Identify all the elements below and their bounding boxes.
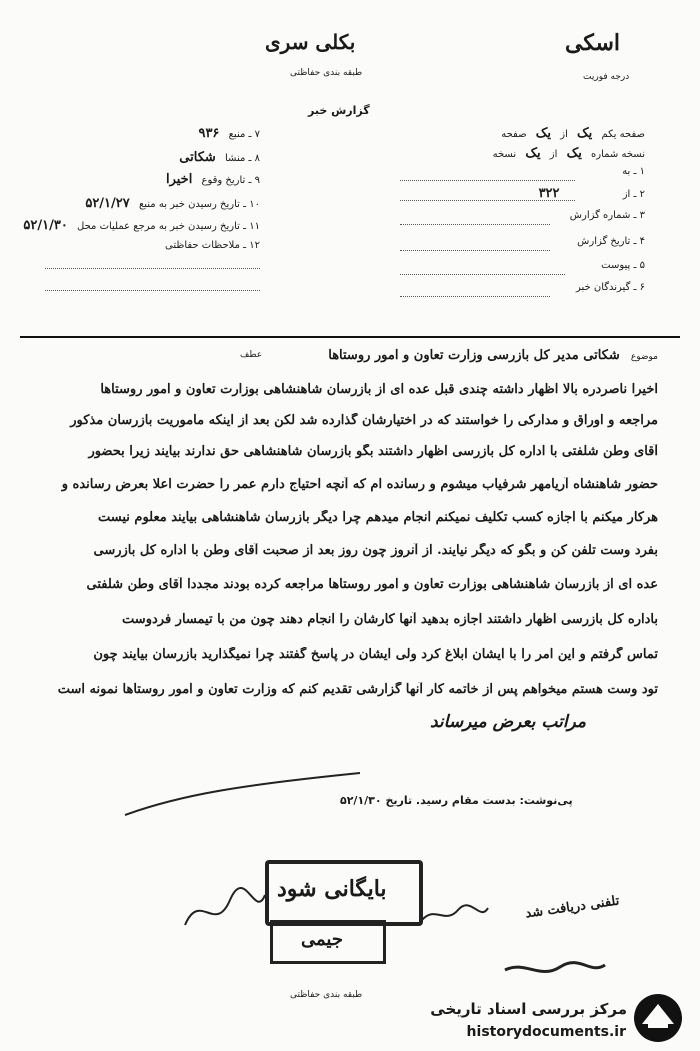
body-line: اخیرا ناصردره بالا اظهار داشته چندی قبل عده ای از بازرسان شاهنشاهی بوزارت تعاون و امور روستاها — [100, 382, 658, 397]
field-recipients: ۶ ـ گیرندگان خبر — [575, 282, 645, 293]
field-source: ۷ ـ منبع ۹۳۶ — [198, 126, 260, 141]
body-line: تود وست هستم میخواهم پس از خاتمه کار آنها گزارشی تقدیم کنم که وزارت تعاون و امور روستاها نمونه است — [57, 682, 658, 697]
priority-value: اسکی — [565, 30, 621, 56]
form-divider — [20, 336, 680, 338]
field-copy: نسخه شماره یک از یک نسخه — [492, 146, 645, 161]
field-receipt-date-ops: ۱۱ ـ تاریخ رسیدن خبر به مرجع عملیات محل ۵۲/۱/۳۰ — [23, 218, 260, 233]
right-signature: تلفنی دریافت شد — [524, 893, 621, 922]
body-line: عده ای از بازرسان شاهنشاهی بوزارت تعاون و امور روستاها مراجعه کرده بودند مجددا آقای وطن شلفتی — [86, 577, 658, 592]
field-receipt-date-source: ۱۰ ـ تاریخ رسیدن خبر به منبع ۵۲/۱/۲۷ — [85, 196, 260, 211]
date-scribble — [420, 900, 490, 930]
pen-stroke — [120, 765, 380, 825]
body-line: تماس گرفتم و این امر را با ایشان ابلاغ کرد ولی ایشان در پاسخ گفتند چرا نمیگذارید بازرسان بیایند چون — [93, 647, 658, 662]
body-line: باداره کل بازرسی اظهار داشتند اجازه بدهید آنها کارشان را انجام دهند چون من با تیمسار فردوست — [122, 612, 658, 627]
watermark-url: historydocuments.ir — [466, 1024, 626, 1040]
archive-stamp: بایگانی شود — [265, 860, 423, 926]
name-stamp: جیمی — [270, 920, 386, 964]
footer-note: پی‌نوشت: بدست مقام رسید. تاریخ ۵۲/۱/۳۰ — [340, 794, 573, 807]
body-line: مراجعه و اوراق و مدارکی را خواستند که در اختیارشان گذارده شد لکن بعد از اینکه ماموریت بازرسان مذکور — [70, 413, 658, 428]
field-to: ۱ ـ به — [622, 166, 645, 177]
priority-label: درجه فوریت — [583, 72, 630, 82]
form-title: گزارش خبر — [308, 104, 370, 117]
body-line: حضور شاهنشاه آریامهر شرفیاب میشوم و رسانده ام که آنچه احتیاج دارم عمر را حضرت اعلا بعرض رسانده و — [61, 477, 658, 492]
body-line: هرکار میکنم با اجازه کسب تکلیف نمیکنم انجام میدهم چرا دیگر بازرسان شاهنشاهی بیایند معلوم نیست — [97, 510, 658, 525]
subject-line: موضوع شکاتی مدیر کل بازرسی وزارت تعاون و امور روستاها — [328, 348, 658, 363]
field-attachment: ۵ ـ پیوست — [601, 260, 645, 271]
field-page: صفحه یکم یک از یک صفحه — [501, 126, 645, 141]
margin-note: عطف — [240, 350, 263, 360]
field-event-date: ۹ ـ تاریخ وقوع اخیرا — [165, 172, 260, 187]
field-report-date: ۴ ـ تاریخ گزارش — [577, 236, 645, 247]
bottom-right-scribble — [500, 955, 610, 985]
closing-line: مراتب بعرض میرساند — [430, 712, 587, 732]
body-line: آقای وطن شلفتی با اداره کل بازرسی اظهار داشتند بگو بازرسان شاهنشاهی حق ندارند بیایند زیرا بحضور — [88, 444, 658, 459]
watermark-logo-icon — [628, 990, 690, 1045]
classification-label: طبقه بندی حفاظتی — [290, 68, 363, 78]
field-origin: ۸ ـ منشا شکاتی — [179, 150, 260, 165]
field-security-notes: ۱۲ ـ ملاحظات حفاظتی — [165, 240, 260, 251]
signature-scribble — [180, 880, 270, 940]
field-report-number: ۳ ـ شماره گزارش — [569, 210, 645, 221]
classification-value: بکلی سری — [265, 30, 356, 54]
bottom-classification: طبقه بندی حفاظتی — [290, 990, 363, 1000]
watermark-name: مرکز بررسی اسناد تاریخی — [430, 1000, 627, 1018]
body-line: بفرد وست تلفن کن و بگو که دیگر نیایند. از آنروز چون روز بعد از صحبت آقای وطن با اداره کل بازرسی — [93, 543, 658, 558]
field-from: ۲ ـ از ۳۲۲ — [538, 186, 645, 201]
